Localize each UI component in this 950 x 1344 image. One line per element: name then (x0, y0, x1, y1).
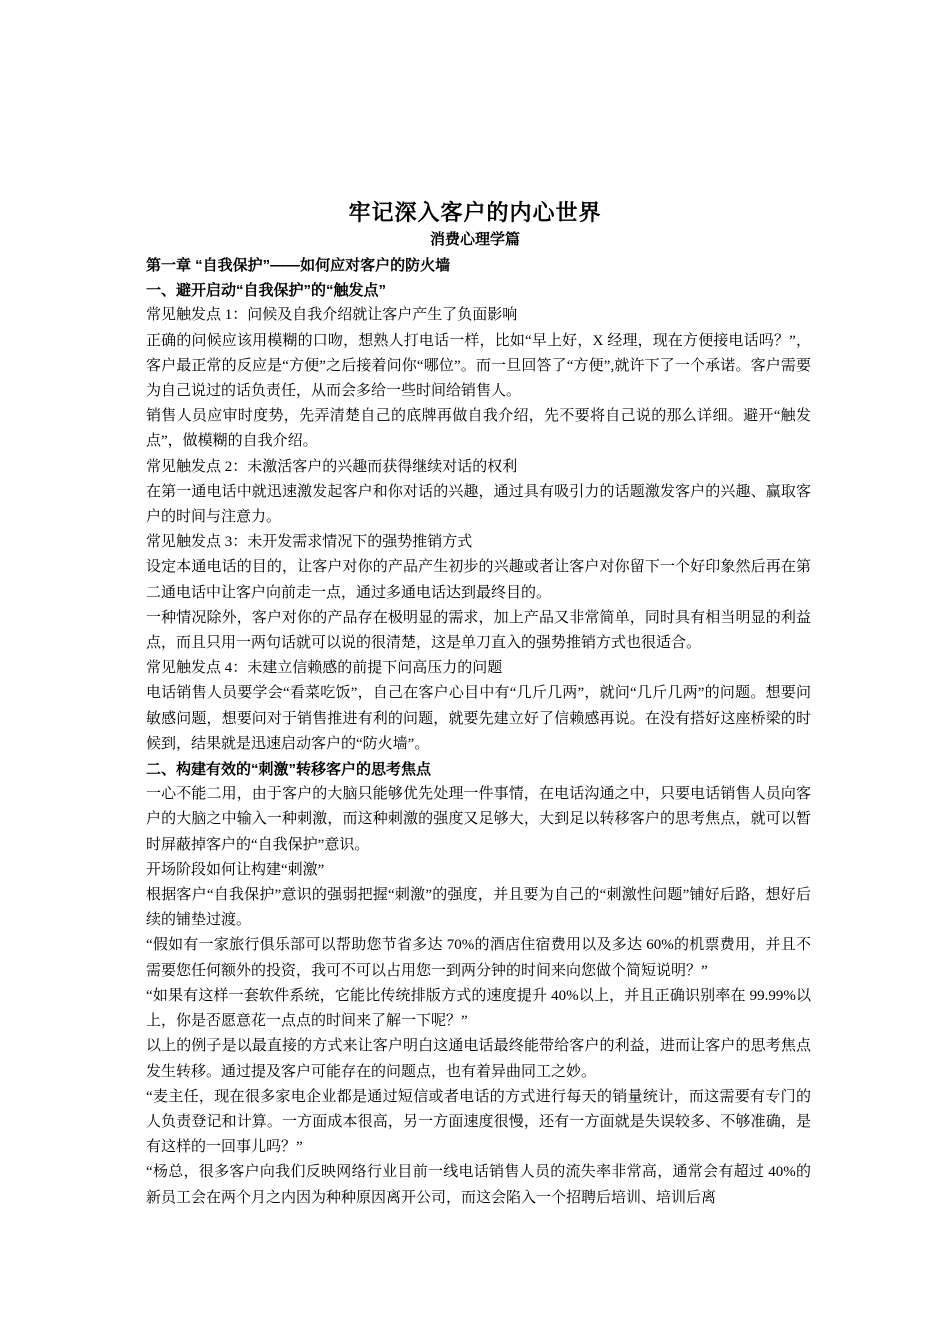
body-paragraph: 电话销售人员要学会“看菜吃饭”，自己在客户心目中有“几斤几两”，就问“几斤几两”的问题。想要问敏感问题，想要问对于销售推进有利的问题，就要先建立好了信赖感再说。在没有搭好这座桥梁的时候到，结果就是迅速启动客户的“防火墙”。 (146, 685, 811, 752)
body-paragraph: 根据客户“自我保护”意识的强弱把握“刺激”的强度，并且要为自己的“刺激性问题”铺好后路，想好后续的铺垫过渡。 (146, 887, 811, 929)
body-paragraph: 正确的问候应该用模糊的口吻，想熟人打电话一样，比如“早上好，X 经理，现在方便接电话吗？”，客户最正常的反应是“方便”之后接着问你“哪位”。而一旦回答了“方便”,就许下了一个承诺。客户需要为自己说过的话负责任，从而会多给一些时间给销售人。 (146, 332, 811, 400)
subheading: 开场阶段如何让构建“刺激” (146, 861, 325, 878)
section-heading-1: 一、避开启动“自我保护”的“触发点” (146, 282, 387, 300)
trigger-point-3: 常见触发点 3：未开发需求情况下的强势推销方式 (146, 534, 473, 551)
quote-paragraph: “如果有这样一套软件系统，它能比传统排版方式的速度提升 40%以上，并且正确识别率在 99.99%以上，你是否愿意花一点点的时间来了解一下呢？” (146, 987, 811, 1030)
document-body (146, 253, 811, 1211)
body-paragraph: 在第一通电话中就迅速激发起客户和你对话的兴趣，通过具有吸引力的话题激发客户的兴趣、赢取客户的时间与注意力。 (146, 483, 811, 526)
body-paragraph: 设定本通电话的目的，让客户对你的产品产生初步的兴趣或者让客户对你留下一个好印象然后再在第二通电话中让客户向前走一点，通过多通电话达到最终目的。 (146, 559, 811, 601)
body-paragraph: 一种情况除外，客户对你的产品存在极明显的需求，加上产品又非常简单，同时具有相当明显的利益点，而且只用一两句话就可以说的很清楚，这是单刀直入的强势推销方式也很适合。 (146, 609, 811, 652)
document-subtitle: 消费心理学篇 (429, 231, 520, 248)
trigger-point-2: 常见触发点 2：未激活客户的兴趣而获得继续对话的权利 (146, 458, 518, 475)
document-title: 牢记深入客户的内心世界 (348, 200, 602, 225)
quote-paragraph: “麦主任，现在很多家电企业都是通过短信或者电话的方式进行每天的销量统计，而这需要有专门的人负责登记和计算。一方面成本很高，另一方面速度很慢，还有一方面就是失误较多、不够准确，是有这样的一回事儿吗？” (146, 1088, 811, 1156)
trigger-point-1: 常见触发点 1：问候及自我介绍就让客户产生了负面影响 (146, 307, 518, 324)
chapter-heading: 第一章 “自我保护”——如何应对客户的防火墙 (146, 257, 451, 274)
body-paragraph: 一心不能二用，由于客户的大脑只能够优先处理一件事情，在电话沟通之中，只要电话销售人员向客户的大脑之中输入一种刺激，而这种刺激的强度又足够大，大到足以转移客户的思考焦点，就可以暂时屏蔽掉客户的“自我保护”意识。 (146, 786, 811, 853)
body-paragraph: 以上的例子是以最直接的方式来让客户明白这通电话最终能带给客户的利益，进而让客户的思考焦点发生转移。通过提及客户可能存在的问题点，也有着异曲同工之妙。 (146, 1038, 811, 1080)
quote-paragraph: “杨总，很多客户向我们反映网络行业目前一线电话销售人员的流失率非常高，通常会有超过 40%的新员工会在两个月之内因为种种原因离开公司，而这会陷入一个招聘后培训、培训后离 (146, 1164, 811, 1206)
quote-paragraph: “假如有一家旅行俱乐部可以帮助您节省多达 70%的酒店住宿费用以及多达 60%的机票费用，并且不需要您任何额外的投资，我可不可以占用您一到两分钟的时间来向您做个简短说明？” (146, 937, 811, 979)
section-heading-2: 二、构建有效的“刺激”转移客户的思考焦点 (146, 761, 432, 779)
body-paragraph: 销售人员应审时度势，先弄清楚自己的底牌再做自我介绍，先不要将自己说的那么详细。避开“触发点”，做模糊的自我介绍。 (146, 408, 811, 450)
trigger-point-4: 常见触发点 4：未建立信赖感的前提下问高压力的问题 (146, 660, 503, 677)
